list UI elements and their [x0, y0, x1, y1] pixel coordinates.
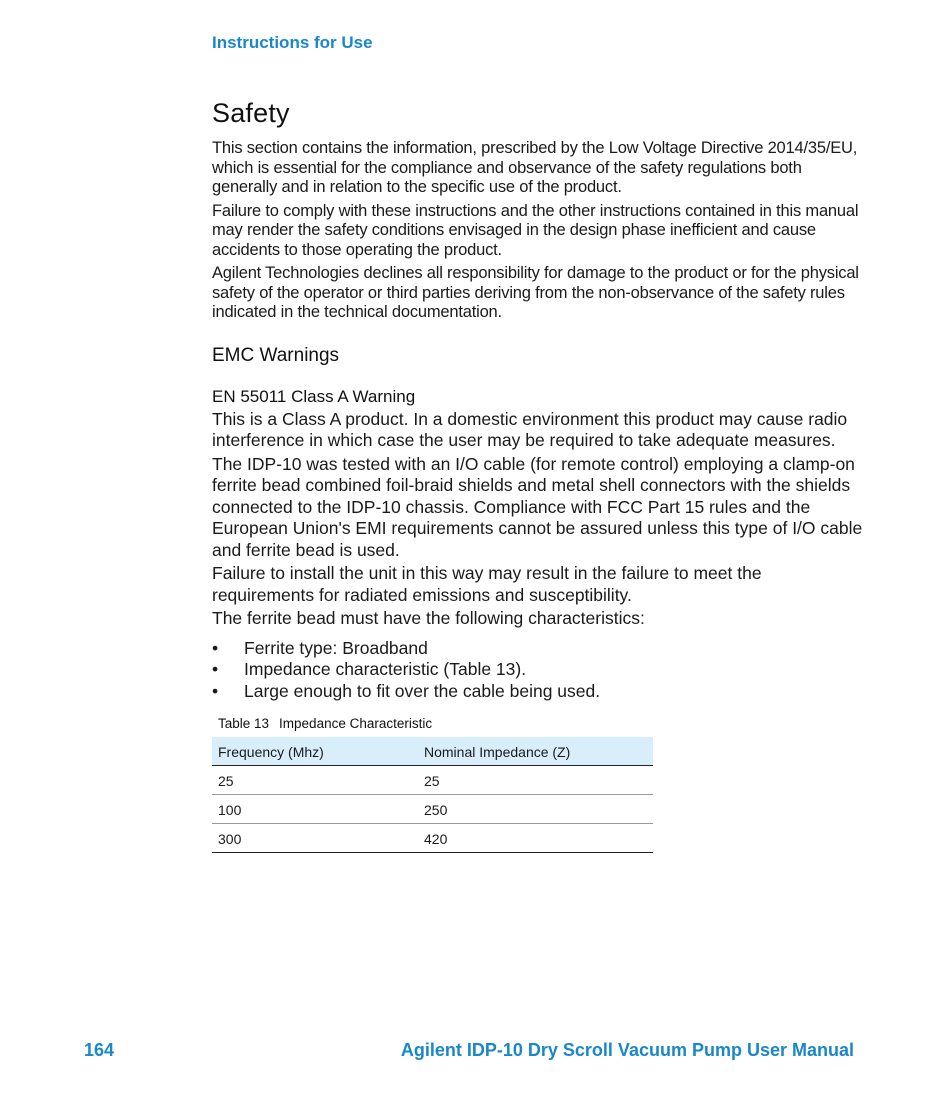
- safety-paragraph: Agilent Technologies declines all responsibility for damage to the product or for the physical safety of the operator or third parties deriving from the non-observance of the safety rules indicated in the technical documentation.: [212, 264, 859, 321]
- table-cell: 25: [212, 766, 418, 795]
- list-item-text: Ferrite type: Broadband: [244, 637, 428, 658]
- list-item: [212, 659, 867, 681]
- table-header-cell: Frequency (Mhz): [212, 737, 418, 766]
- footer-manual-title: Agilent IDP-10 Dry Scroll Vacuum Pump User Manual: [400, 1040, 854, 1060]
- characteristics-list: [212, 638, 867, 703]
- table-row: [212, 766, 653, 795]
- safety-paragraph: Failure to comply with these instructions and the other instructions contained in this manual may render the safety conditions envisaged in the design phase inefficient and cause accidents to those operating the product.: [212, 201, 859, 259]
- impedance-table: [212, 737, 653, 853]
- table-cell: 420: [418, 824, 653, 853]
- bullet-icon: •: [212, 637, 219, 658]
- page-number: 164: [84, 1040, 115, 1060]
- safety-paragraph: This section contains the information, prescribed by the Low Voltage Directive 2014/35/EU, which is essential for the compliance and observance of the safety regulations both generally and in relation to the specific use of the product.: [212, 139, 858, 196]
- running-header: Instructions for Use: [212, 33, 373, 52]
- bullet-icon: •: [212, 659, 219, 679]
- list-item-text: Impedance characteristic (Table 13).: [244, 659, 527, 679]
- table-caption-title: Impedance Characteristic: [279, 716, 433, 731]
- emc-paragraph: The ferrite bead must have the following characteristics:: [212, 608, 645, 628]
- list-item-text: Large enough to fit over the cable being used.: [244, 680, 601, 701]
- table-cell: 100: [212, 795, 418, 824]
- table-row: [212, 795, 653, 824]
- table-caption-number: Table 13: [218, 716, 270, 731]
- table-cell: 300: [212, 824, 418, 853]
- section-title-safety: Safety: [212, 98, 290, 128]
- table-cell: 25: [418, 766, 653, 795]
- section-title-class-a-warning: EN 55011 Class A Warning: [212, 386, 416, 406]
- emc-paragraph: This is a Class A product. In a domestic environment this product may cause radio interference in which case the user may be required to take adequate measures.: [212, 408, 848, 450]
- table-header-cell: Nominal Impedance (Z): [418, 737, 653, 766]
- bullet-icon: •: [212, 680, 219, 701]
- page-content: [212, 98, 867, 853]
- list-item: [212, 638, 867, 660]
- table-caption: [218, 716, 867, 731]
- table-header-row: [212, 737, 653, 766]
- emc-paragraph: The IDP-10 was tested with an I/O cable (for remote control) employing a clamp-on ferrite bead combined foil-braid shields and metal shell connectors with the shields connected to the IDP-10 chassis. Compliance with FCC Part 15 rules and the European Union's EMI requirements cannot be assured unless this type of I/O cable and ferrite bead is used.: [212, 453, 863, 560]
- emc-paragraph: Failure to install the unit in this way may result in the failure to meet the requirements for radiated emissions and susceptibility.: [212, 563, 762, 605]
- table-cell: 250: [418, 795, 653, 824]
- section-title-emc-warnings: EMC Warnings: [212, 344, 340, 366]
- table-row: [212, 824, 653, 853]
- list-item: [212, 681, 867, 703]
